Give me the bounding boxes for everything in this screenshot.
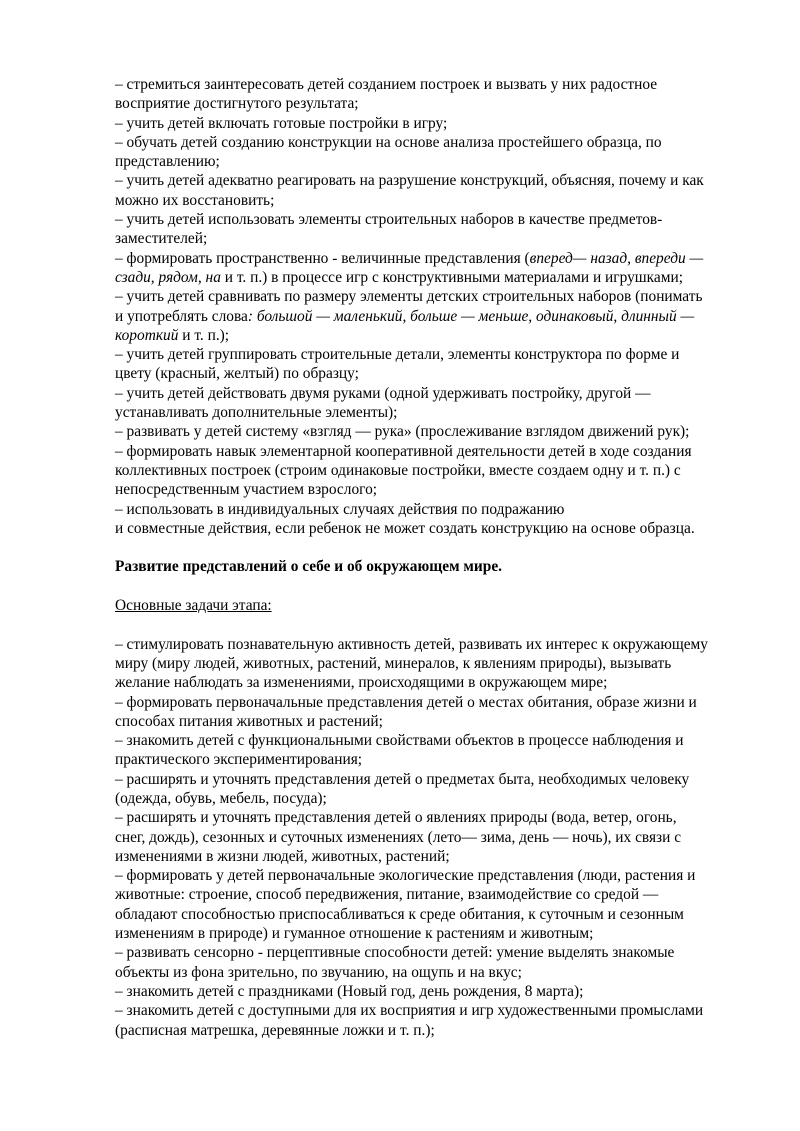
spacer (115, 538, 750, 557)
section-heading: Развитие представлений о себе и об окружающем мире. (115, 558, 502, 576)
list-item: – стимулировать познавательную активность детей, развивать их интерес к окружающему миру (миру людей, животных, растений, минералов, к явлениям природы), вызывать желание наблюдать за изменениями, происходящими в окружающем мире; (115, 635, 708, 692)
list-item-spatial (115, 249, 750, 288)
list-item: – учить детей группировать строительные детали, элементы конструктора по форме и цвету (красный, желтый) по образцу; (115, 346, 680, 383)
list-item: – знакомить детей с функциональными свойствами объектов в процессе наблюдения и практического экспериментирования; (115, 732, 684, 769)
list-item: – формировать навык элементарной кооперативной деятельности детей в ходе создания коллективных построек (строим одинаковые постройки, вместе создаем одну и т. п.) с непосредственным участием взрослого; (115, 442, 692, 499)
list-item: – расширять и уточнять представления детей о явлениях природы (вода, ветер, огонь, снег, дождь), сезонных и суточных изменениях (лето— зима, день — ночь), их связи с изменениями в жизни людей, животных, растений; (115, 809, 682, 865)
list-item: – учить детей адекватно реагировать на разрушение конструкций, объясняя, почему и как можно их восстановить; (115, 172, 704, 209)
spacer (115, 615, 750, 634)
text-run: и т. п.) в процессе игр с конструктивными материалами и игрушками; (220, 268, 683, 286)
section-subheading: Основные задачи этапа: (115, 597, 272, 615)
list-item: – знакомить детей с доступными для их восприятия и игр художественными промыслами (расписная матрешка, деревянные ложки и т. п.); (115, 1002, 704, 1039)
list-item: – учить детей включать готовые постройки в игру; (115, 114, 448, 132)
list-item: – формировать у детей первоначальные экологические представления (люди, растения и животные: строение, способ передвижения, питание, взаимодействие со средой — обладают способностью приспосабливаться к среде обитания, к суточным и сезонным изменениям в природе) и гуманное отношение к растениям и животным; (115, 867, 696, 943)
list-item: – учить детей использовать элементы строительных наборов в качестве предметов- заместителей; (115, 211, 663, 248)
list-item: – формировать первоначальные представления детей о местах обитания, образе жизни и способах питания животных и растений; (115, 693, 697, 730)
list-item: – развивать у детей систему «взгляд — рука» (прослеживание взглядом движений рук); (115, 423, 690, 441)
list-item: – знакомить детей с праздниками (Новый год, день рождения, 8 марта); (115, 982, 584, 1000)
list-item-size (115, 287, 750, 345)
list-item: – расширять и уточнять представления детей о предметах быта, необходимых человеку (одежда, обувь, мебель, посуда); (115, 770, 690, 807)
list-item: – стремиться заинтересовать детей созданием построек и вызвать у них радостное восприятие достигнутого результата; (115, 76, 658, 113)
text-run: – учить детей сравнивать по размеру элементы детских строительных наборов (понимать и употреблять слова (115, 288, 703, 325)
italic-terms: вперед— назад, впереди — сзади, рядом, на (115, 249, 704, 286)
list-item: – использовать в индивидуальных случаях действия по подражанию и совместные действия, если ребенок не может создать конструкцию на основе образца. (115, 500, 695, 537)
document-body (115, 75, 750, 1040)
list-item: – развивать сенсорно - перцептивные способности детей: умение выделять знакомые объекты из фона зрительно, по звучанию, на ощупь и на вкус; (115, 944, 675, 981)
list-item: – учить детей действовать двумя руками (одной удерживать постройку, другой — устанавливать дополнительные элементы); (115, 384, 651, 422)
spacer (115, 577, 750, 596)
italic-terms: : большой — маленький, больше — меньше, одинаковый, длинный — короткий (115, 307, 695, 344)
list-item: – обучать детей созданию конструкции на основе анализа простейшего образца, по представлению; (115, 133, 662, 171)
text-run: и т. п.); (178, 326, 230, 344)
text-run: – формировать пространственно - величинные представления ( (115, 249, 530, 267)
